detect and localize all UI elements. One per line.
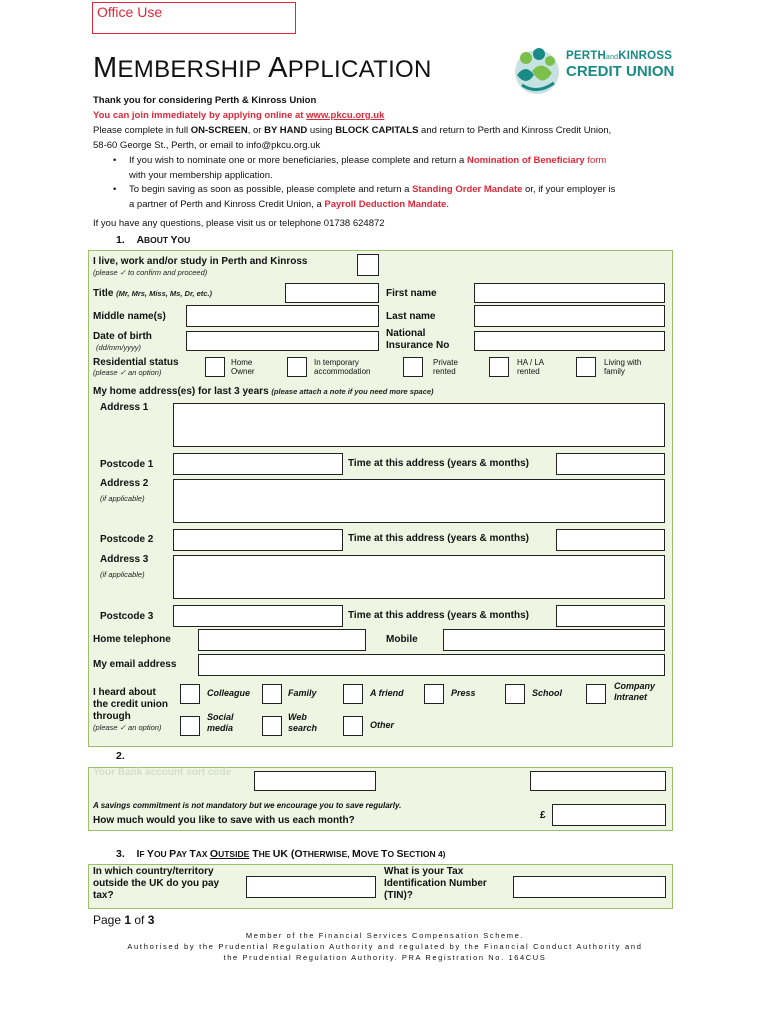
monthly-saving-field[interactable] (552, 804, 666, 826)
office-use-box (92, 2, 296, 34)
postcode3-field[interactable] (173, 605, 343, 627)
section2-hidden-label: Your Bank account sort code (93, 767, 232, 778)
title-field[interactable] (285, 283, 379, 303)
res-temporary-checkbox[interactable] (287, 357, 307, 377)
heard-web-search-label: Web search (288, 712, 318, 733)
last-name-label: Last name (386, 311, 436, 322)
res-home-owner-checkbox[interactable] (205, 357, 225, 377)
middle-names-field[interactable] (186, 305, 379, 327)
postcode1-label: Postcode 1 (100, 459, 154, 470)
bullet-standing-order: • To begin saving as soon as possible, please complete and return a Standing Order Mandate or, if your employer is a partner of Perth and Kinross Credit Union, a Payroll Deduction Mandate. (113, 184, 616, 210)
address1-field[interactable] (173, 403, 665, 447)
savings-note: A savings commitment is not mandatory but we encourage you to save regularly. (93, 801, 402, 810)
time1-field[interactable] (556, 453, 665, 475)
section3-heading: 3. IF YOU PAY TAX OUTSIDE THE UK (OTHERWISE, MOVE TO SECTION 4) (116, 848, 446, 860)
live-label: I live, work and/or study in Perth and Kinross (93, 256, 308, 267)
section2-heading: 2. (116, 750, 125, 762)
heard-press-checkbox[interactable] (424, 684, 444, 704)
how-much-label: How much would you like to save with us each month? (93, 815, 355, 826)
heard-social-media-label: Social media (207, 712, 234, 733)
email-label: My email address (93, 659, 177, 670)
postcode2-field[interactable] (173, 529, 343, 551)
heard-friend-label: A friend (370, 688, 404, 698)
email-field[interactable] (198, 654, 665, 676)
credit-union-logo-text: PERTHandKINROSS CREDIT UNION (566, 50, 675, 80)
address3-label: Address 3 (100, 554, 149, 565)
res-ha-la-label: HA / LA rented (517, 358, 545, 376)
ni-field[interactable] (474, 331, 665, 351)
postcode1-field[interactable] (173, 453, 343, 475)
home-telephone-label: Home telephone (93, 634, 171, 645)
heard-family-checkbox[interactable] (262, 684, 282, 704)
heard-colleague-label: Colleague (207, 688, 251, 698)
page-number: Page 1 of 3 (93, 913, 155, 927)
dob-field[interactable] (186, 331, 379, 351)
time3-field[interactable] (556, 605, 665, 627)
address2-label: Address 2 (100, 478, 149, 489)
sort-code-field[interactable] (254, 771, 376, 791)
mobile-field[interactable] (443, 629, 665, 651)
intro-text: Thank you for considering Perth & Kinross Union You can join immediately by applying online at www.pkcu.org.uk Please complete in full ON-SCREEN, or BY HAND using BLOCK CAPITALS and return to Perth and Kinross Credit Union, 58-60 George St., Perth, or email to info@pkcu.org.uk (93, 95, 612, 151)
footer-fscs: Member of the Financial Services Compensation Scheme. (245, 931, 525, 940)
first-name-label: First name (386, 288, 437, 299)
footer-authorised: Authorised by the Prudential Regulation Authority and regulated by the Financial Conduct Authority and (127, 942, 643, 951)
address1-label: Address 1 (100, 402, 149, 413)
time2-field[interactable] (556, 529, 665, 551)
last-name-field[interactable] (474, 305, 665, 327)
heard-press-label: Press (451, 688, 476, 698)
res-ha-la-checkbox[interactable] (489, 357, 509, 377)
office-use-label: Office Use (97, 4, 163, 20)
residential-note: (please ✓ an option) (93, 368, 162, 377)
dob-label: Date of birth (93, 331, 152, 342)
bullet-nomination: • If you wish to nominate one or more beneficiaries, please complete and return a Nomination of Beneficiary form with your membership application. (113, 155, 607, 181)
heard-company-intranet-label: Company Intranet (614, 681, 656, 702)
heard-other-checkbox[interactable] (343, 716, 363, 736)
heard-friend-checkbox[interactable] (343, 684, 363, 704)
live-note: (please ✓ to confirm and proceed) (93, 268, 208, 277)
address2-field[interactable] (173, 479, 665, 523)
res-home-owner-label: Home Owner (231, 358, 255, 376)
heard-company-intranet-checkbox[interactable] (586, 684, 606, 704)
join-online-link[interactable]: www.pkcu.org.uk (306, 110, 385, 121)
mobile-label: Mobile (386, 634, 418, 645)
questions-text: If you have any questions, please visit us or telephone 01738 624872 (93, 218, 385, 229)
res-private-rented-label: Private rented (433, 358, 458, 376)
tax-country-field[interactable] (246, 876, 376, 898)
time3-label: Time at this address (years & months) (348, 610, 529, 621)
ni-label: National Insurance No (386, 328, 450, 351)
heard-school-checkbox[interactable] (505, 684, 525, 704)
middle-names-label: Middle name(s) (93, 311, 166, 322)
heard-other-label: Other (370, 720, 395, 730)
postcode2-label: Postcode 2 (100, 534, 154, 545)
res-living-family-checkbox[interactable] (576, 357, 596, 377)
res-temporary-label: In temporary accommodation (314, 358, 371, 376)
credit-union-logo-icon (512, 45, 562, 95)
address3-note: (if applicable) (100, 570, 145, 579)
account-number-field[interactable] (530, 771, 666, 791)
pound-sign: £ (540, 810, 546, 821)
heard-social-media-checkbox[interactable] (180, 716, 200, 736)
home-address-label: My home address(es) for last 3 years (please attach a note if you need more space) (93, 386, 434, 397)
live-confirm-checkbox[interactable] (357, 254, 379, 276)
residential-label: Residential status (93, 357, 179, 368)
time2-label: Time at this address (years & months) (348, 533, 529, 544)
time1-label: Time at this address (years & months) (348, 458, 529, 469)
tin-label: What is your Tax Identification Number (TIN)? (384, 866, 487, 901)
footer-pra: the Prudential Regulation Authority. PRA Registration No. 164CUS (223, 953, 547, 962)
tax-country-label: In which country/territory outside the UK do you pay tax? (93, 866, 220, 901)
home-telephone-field[interactable] (198, 629, 366, 651)
heard-about-label: I heard about the credit union through (93, 687, 168, 722)
heard-school-label: School (532, 688, 563, 698)
res-private-rented-checkbox[interactable] (403, 357, 423, 377)
heard-family-label: Family (288, 688, 317, 698)
title-label: Title (Mr, Mrs, Miss, Ms, Dr, etc.) (93, 288, 213, 299)
heard-web-search-checkbox[interactable] (262, 716, 282, 736)
section1-heading: 1. ABOUT YOU (116, 234, 191, 246)
heard-colleague-checkbox[interactable] (180, 684, 200, 704)
postcode3-label: Postcode 3 (100, 611, 154, 622)
dob-note: (dd/mm/yyyy) (96, 343, 141, 352)
res-living-family-label: Living with family (604, 358, 642, 376)
address3-field[interactable] (173, 555, 665, 599)
tin-field[interactable] (513, 876, 666, 898)
heard-about-note: (please ✓ an option) (93, 723, 162, 732)
page-title: MEMBERSHIP APPLICATION (93, 52, 432, 84)
first-name-field[interactable] (474, 283, 665, 303)
address2-note: (if applicable) (100, 494, 145, 503)
